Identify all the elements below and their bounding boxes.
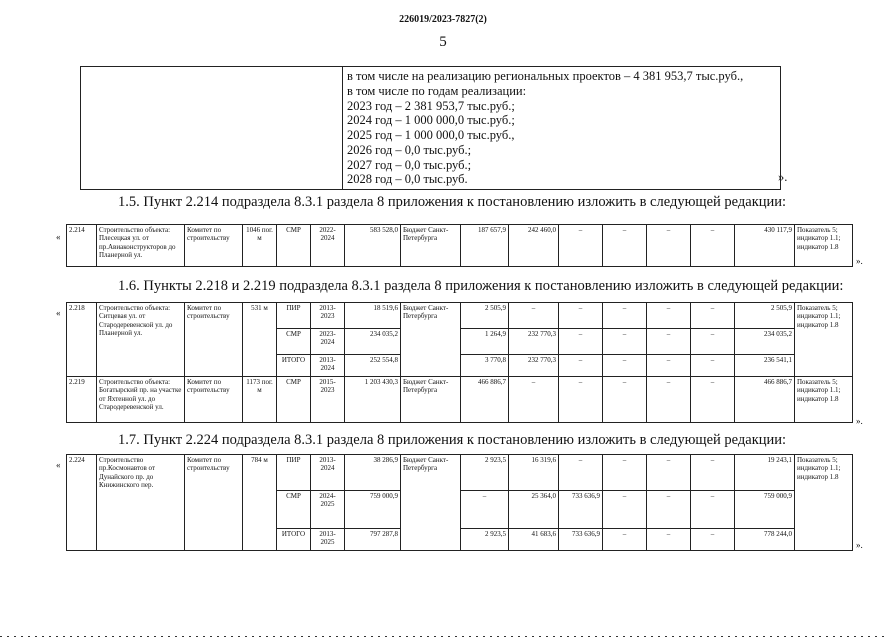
length: 1173 пог. м [243,377,277,423]
work-type: СМР [277,491,311,529]
value-2025: – [559,225,603,267]
value-2023: 187 657,9 [461,225,509,267]
value-2024: 232 770,3 [509,329,559,355]
value-2027: – [647,355,691,377]
section-heading-1-5: 1.5. Пункт 2.214 подраздела 8.3.1 раздела 8 приложения к постановлению изложить в следующей редакции: [118,194,787,210]
section-heading-1-6: 1.6. Пункты 2.218 и 2.219 подраздела 8.3.1 раздела 8 приложения к постановлению изложить в следующей редакции: [118,278,844,294]
item-number: 2.214 [67,225,97,267]
value-2028: – [691,491,735,529]
value-2028: – [691,455,735,491]
value-2026: – [603,377,647,423]
value-after: 236 541,1 [735,355,795,377]
work-type: СМР [277,225,311,267]
value-2026: – [603,455,647,491]
value-2025: 733 636,9 [559,491,603,529]
value-2023: 2 505,9 [461,303,509,329]
value-2023: 3 770,8 [461,355,509,377]
value-2024: 232 770,3 [509,355,559,377]
table-row [67,377,853,423]
text-line: 2023 год – 2 381 953,7 тыс.руб.; [347,98,515,113]
value-2026: – [603,355,647,377]
value-after: 2 505,9 [735,303,795,329]
value-2028: – [691,303,735,329]
customer: Комитет по строительству [185,377,243,423]
value-2027: – [647,303,691,329]
document-number: 226019/2023-7827(2) [399,14,487,25]
open-quote: « [56,232,61,242]
customer: Комитет по строительству [185,225,243,267]
value-2023: – [461,491,509,529]
value-2027: – [647,377,691,423]
length: 531 м [243,303,277,377]
total: 759 000,9 [345,491,401,529]
indicator: Показатель 5; индикатор 1.1; индикатор 1.8 [795,303,853,377]
value-2028: – [691,355,735,377]
value-2028: – [691,529,735,551]
close-quote: ». [856,256,863,266]
work-type: ПИР [277,303,311,329]
value-2024: 242 460,0 [509,225,559,267]
value-2026: – [603,303,647,329]
value-2026: – [603,491,647,529]
value-2025: – [559,303,603,329]
value-after: 466 886,7 [735,377,795,423]
page-number: 5 [439,34,447,50]
continuation-table [80,66,781,190]
closing-quote: ». [778,170,788,184]
source: Бюджет Санкт-Петербурга [401,377,461,423]
total: 252 554,8 [345,355,401,377]
work-type: ПИР [277,455,311,491]
length: 784 м [243,455,277,551]
item-number: 2.218 [67,303,97,377]
table-item-2214 [66,224,853,267]
source: Бюджет Санкт-Петербурга [401,225,461,267]
source: Бюджет Санкт-Петербурга [401,455,461,551]
value-2023: 2 923,5 [461,529,509,551]
table-row [67,455,853,491]
text-line: 2027 год – 0,0 тыс.руб.; [347,157,472,172]
text-line: в том числе по годам реализации: [347,83,527,98]
work-type: ИТОГО [277,355,311,377]
value-2023: 2 923,5 [461,455,509,491]
indicator: Показатель 5; индикатор 1.1; индикатор 1.8 [795,225,853,267]
value-2025: 733 636,9 [559,529,603,551]
value-2024: 25 364,0 [509,491,559,529]
value-2026: – [603,529,647,551]
table-row [67,303,853,329]
total: 1 203 430,3 [345,377,401,423]
item-number: 2.219 [67,377,97,423]
work-type: ИТОГО [277,529,311,551]
object-name: Строительство объекта: Ситцевая ул. от Стародеревенской ул. до Планерной ул. [97,303,185,377]
empty-cell [81,67,343,190]
text-line: 2024 год – 1 000 000,0 тыс.руб.; [347,113,515,128]
value-2023: 1 264,9 [461,329,509,355]
total: 583 528,0 [345,225,401,267]
value-2028: – [691,225,735,267]
text-line: 2026 год – 0,0 тыс.руб.; [347,142,472,157]
text-line: в том числе на реализацию региональных проектов – 4 381 953,7 тыс.руб., [347,69,744,83]
years: 2015-2023 [311,377,345,423]
years: 2013-2024 [311,355,345,377]
years: 2013-2023 [311,303,345,329]
years: 2024-2025 [311,491,345,529]
section-heading-1-7: 1.7. Пункт 2.224 подраздела 8.3.1 раздела 8 приложения к постановлению изложить в следующей редакции: [118,432,787,448]
open-quote: « [56,460,61,470]
value-2027: – [647,491,691,529]
value-after: 234 035,2 [735,329,795,355]
value-2027: – [647,329,691,355]
funding-text-cell [343,67,781,190]
customer: Комитет по строительству [185,303,243,377]
close-quote: ». [856,416,863,426]
total: 234 035,2 [345,329,401,355]
years: 2023-2024 [311,329,345,355]
value-after: 19 243,1 [735,455,795,491]
total: 18 519,6 [345,303,401,329]
value-2024: – [509,377,559,423]
indicator: Показатель 5; индикатор 1.1; индикатор 1.8 [795,455,853,551]
value-2027: – [647,225,691,267]
source: Бюджет Санкт-Петербурга [401,303,461,377]
value-2024: 16 319,6 [509,455,559,491]
value-2025: – [559,355,603,377]
customer: Комитет по строительству [185,455,243,551]
object-name: Строительство объекта: Плесецкая ул. от пр.Авиаконструкторов до Планерной ул. [97,225,185,267]
value-2024: – [509,303,559,329]
value-2024: 41 683,6 [509,529,559,551]
table-row [67,225,853,267]
text-line: 2025 год – 1 000 000,0 тыс.руб., [347,128,515,142]
open-quote: « [56,308,61,318]
value-2027: – [647,455,691,491]
value-2026: – [603,329,647,355]
table-items-2218-2219 [66,302,853,423]
item-number: 2.224 [67,455,97,551]
work-type: СМР [277,377,311,423]
scan-artifact [0,636,886,637]
value-2028: – [691,329,735,355]
value-2026: – [603,225,647,267]
value-2028: – [691,377,735,423]
value-after: 759 000,9 [735,491,795,529]
value-2027: – [647,529,691,551]
value-2025: – [559,329,603,355]
close-quote: ». [856,540,863,550]
indicator: Показатель 5; индикатор 1.1; индикатор 1.8 [795,377,853,423]
value-2025: – [559,455,603,491]
years: 2013-2025 [311,529,345,551]
value-after: 778 244,0 [735,529,795,551]
text-line: 2028 год – 0,0 тыс.руб. [347,172,468,187]
total: 38 286,9 [345,455,401,491]
value-2025: – [559,377,603,423]
object-name: Строительство объекта: Богатырский пр. на участке от Яхтенной ул. до Стародеревенской ул. [97,377,185,423]
table-item-2224 [66,454,853,551]
value-2023: 466 886,7 [461,377,509,423]
years: 2022-2024 [311,225,345,267]
total: 797 287,8 [345,529,401,551]
value-after: 430 117,9 [735,225,795,267]
years: 2013-2024 [311,455,345,491]
object-name: Строительство пр.Космонавтов от Дунайского пр. до Книжинского пер. [97,455,185,551]
length: 1046 пог. м [243,225,277,267]
work-type: СМР [277,329,311,355]
